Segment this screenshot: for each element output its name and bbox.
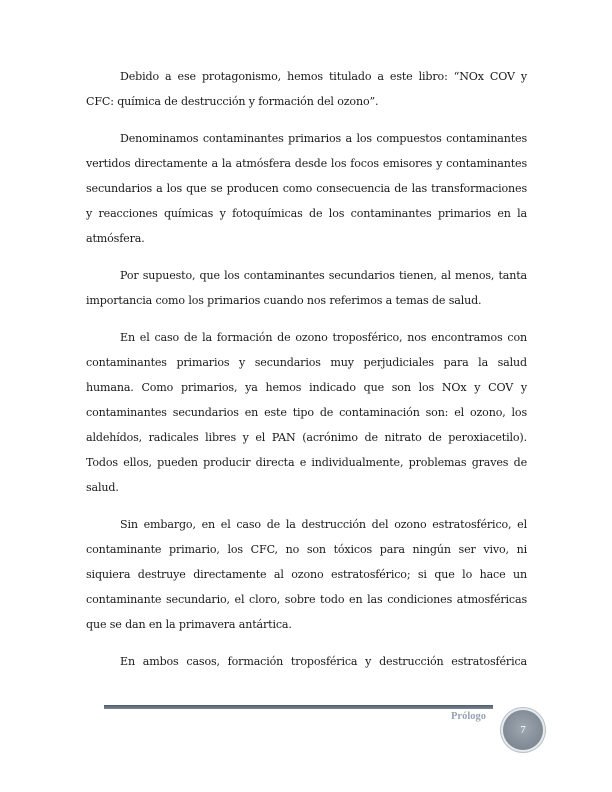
paragraph: En ambos casos, formación troposférica y destrucción estratosférica	[120, 655, 527, 668]
paragraph: Por supuesto, que los contaminantes secundarios tienen, al menos, tanta importancia como los primarios cuando nos referimos a temas de salud.	[86, 269, 527, 307]
page-number: 7	[520, 724, 526, 736]
body-text	[86, 64, 527, 686]
paragraph: En el caso de la formación de ozono troposférico, nos encontramos con contaminantes primarios y secundarios muy perjudiciales para la salud humana. Como primarios, ya hemos indicado que son los NOx y COV y contaminantes secundarios en este tipo de contaminación son: el ozono, los aldehídos, radicales libres y el PAN (acrónimo de nitrato de peroxiacetilo). Todos ellos, pueden producir directa e individualmente, problemas graves de salud.	[86, 331, 527, 494]
paragraph: Sin embargo, en el caso de la destrucción del ozono estratosférico, el contaminante primario, los CFC, no son tóxicos para ningún ser vivo, ni siquiera destruye directamente al ozono estratosférico; si que lo hace un contaminante secundario, el cloro, sobre todo en las condiciones atmosféricas que se dan en la primavera antártica.	[86, 518, 527, 631]
paragraph: Debido a ese protagonismo, hemos titulado a este libro: “NOx COV y CFC: química de destrucción y formación del ozono”.	[86, 70, 527, 108]
paragraph: Denominamos contaminantes primarios a los compuestos contaminantes vertidos directamente a la atmósfera desde los focos emisores y contaminantes secundarios a los que se producen como consecuencia de las transformaciones y reacciones químicas y fotoquímicas de los contaminantes primarios en la atmósfera.	[86, 132, 527, 245]
page-number-badge	[503, 710, 543, 750]
footer-divider	[104, 705, 493, 709]
footer-section-label: Prólogo	[451, 711, 486, 722]
